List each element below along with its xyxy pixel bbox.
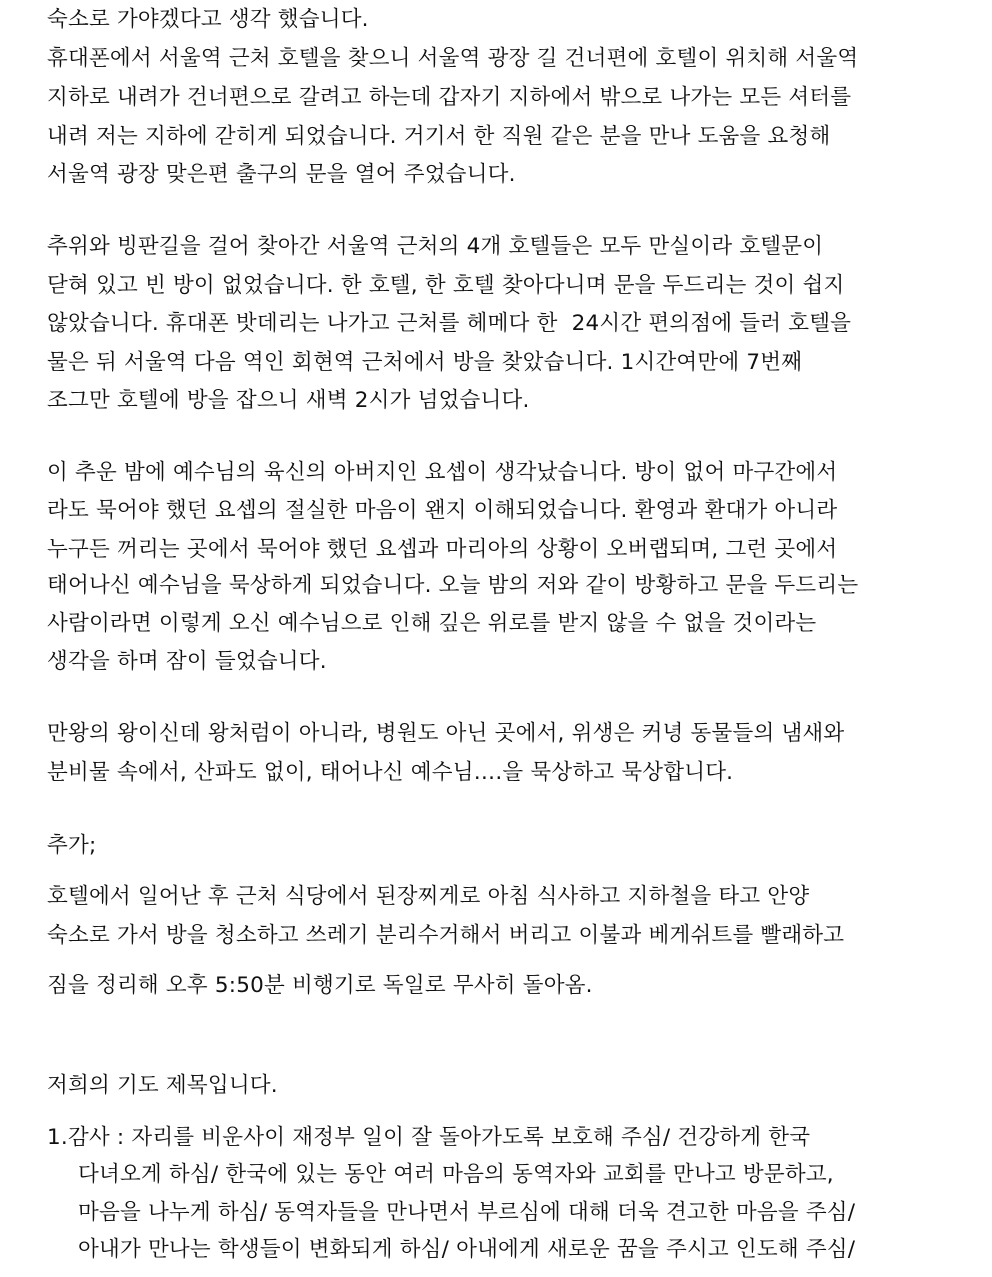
text-line: 분비물 속에서, 산파도 없이, 태어나신 예수님….을 묵상하고 묵상합니다. — [47, 760, 734, 785]
text-line: 호텔에서 일어난 후 근처 식당에서 된장찌게로 아침 식사하고 지하철을 타고 안양 — [47, 884, 810, 909]
text-line: 숙소로 가야겠다고 생각 했습니다. — [47, 7, 369, 32]
text-line: 누구든 꺼리는 곳에서 묵어야 했던 요셉과 마리아의 상황이 오버랩되며, 그런 곳에서 — [47, 537, 838, 562]
text-line: 마음을 나누게 하심/ 동역자들을 만나면서 부르심에 대해 더욱 견고한 마음을 주심/ — [78, 1200, 856, 1225]
text-line: 저희의 기도 제목입니다. — [47, 1073, 278, 1098]
text-line: 추위와 빙판길을 걸어 찾아간 서울역 근처의 4개 호텔들은 모두 만실이라 호텔문이 — [47, 234, 824, 259]
text-line: 물은 뒤 서울역 다음 역인 회현역 근처에서 방을 찾았습니다. 1시간여만에 7번째 — [47, 350, 803, 375]
text-line: 숙소로 가서 방을 청소하고 쓰레기 분리수거해서 버리고 이불과 베게쉬트를 빨래하고 — [47, 923, 845, 948]
text-line: 태어나신 예수님을 묵상하게 되었습니다. 오늘 밤의 저와 같이 방황하고 문을 두드리는 — [47, 573, 859, 598]
text-line: 라도 묵어야 했던 요셉의 절실한 마음이 왠지 이해되었습니다. 환영과 환대가 아니라 — [47, 498, 838, 523]
text-line: 내려 저는 지하에 갇히게 되었습니다. 거기서 한 직원 같은 분을 만나 도움을 요청해 — [47, 124, 831, 149]
text-line: 1.감사 : 자리를 비운사이 재정부 일이 잘 돌아가도록 보호해 주심/ 건강하게 한국 — [47, 1125, 811, 1150]
text-line: 휴대폰에서 서울역 근처 호텔을 찾으니 서울역 광장 길 건너편에 호텔이 위치해 서울역 — [47, 46, 859, 71]
text-line: 이 추운 밤에 예수님의 육신의 아버지인 요셉이 생각났습니다. 방이 없어 마구간에서 — [47, 460, 838, 485]
text-line: 짐을 정리해 오후 5:50분 비행기로 독일로 무사히 돌아옴. — [47, 973, 593, 998]
text-line: 만왕의 왕이신데 왕처럼이 아니라, 병원도 아닌 곳에서, 위생은 커녕 동물들의 냄새와 — [47, 721, 845, 746]
text-line: 서울역 광장 맞은편 출구의 문을 열어 주었습니다. — [47, 162, 516, 187]
text-line: 조그만 호텔에 방을 잡으니 새벽 2시가 넘었습니다. — [47, 388, 530, 413]
text-line: 생각을 하며 잠이 들었습니다. — [47, 649, 327, 674]
text-line: 지하로 내려가 건너편으로 갈려고 하는데 갑자기 지하에서 밖으로 나가는 모든 셔터를 — [47, 85, 852, 110]
text-line: 않았습니다. 휴대폰 밧데리는 나가고 근처를 헤메다 한 24시간 편의점에 들러 호텔을 — [47, 311, 852, 336]
text-line: 다녀오게 하심/ 한국에 있는 동안 여러 마음의 동역자와 교회를 만나고 방문하고, — [78, 1162, 834, 1187]
text-line: 추가; — [47, 833, 97, 858]
text-line: 아내가 만나는 학생들이 변화되게 하심/ 아내에게 새로운 꿈을 주시고 인도해 주심/ — [78, 1237, 856, 1262]
text-line: 사람이라면 이렇게 오신 예수님으로 인해 깊은 위로를 받지 않을 수 없을 것이라는 — [47, 611, 817, 636]
text-line: 닫혀 있고 빈 방이 없었습니다. 한 호텔, 한 호텔 찾아다니며 문을 두드리는 것이 쉽지 — [47, 273, 845, 298]
